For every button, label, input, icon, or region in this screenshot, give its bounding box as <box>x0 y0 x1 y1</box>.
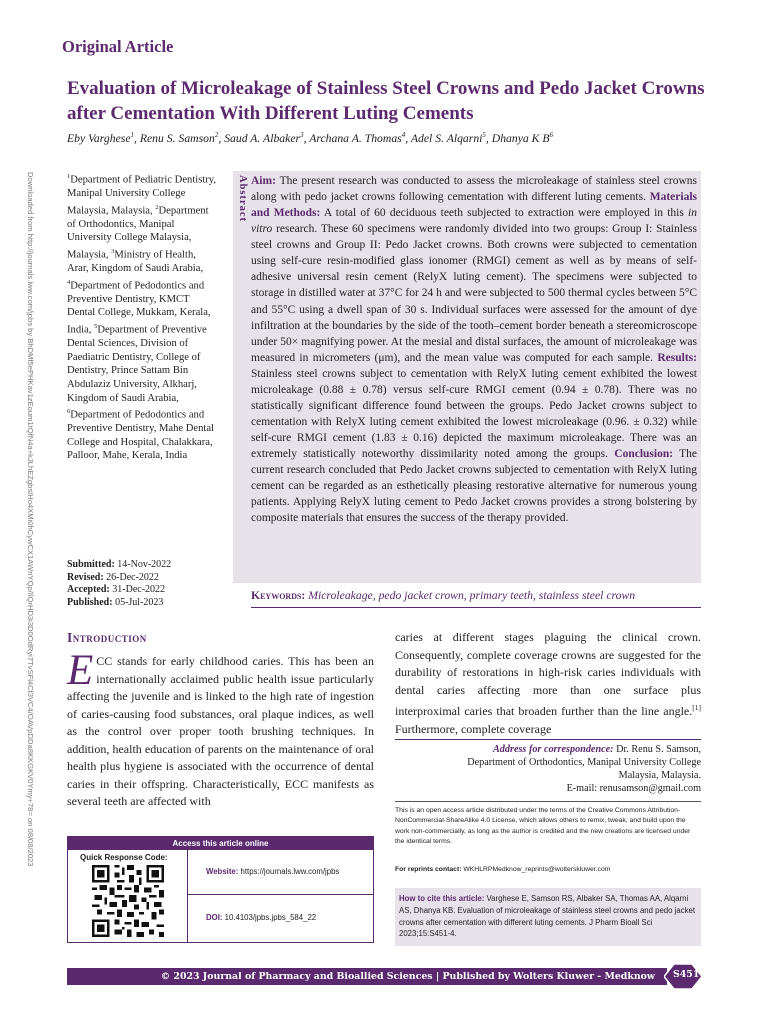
affiliation-mark: 2 <box>155 203 159 211</box>
affiliation-text: Ministry of Health, Arar, Kingdom of Saudi Arabia, <box>67 249 204 275</box>
history-row <box>67 572 227 585</box>
affiliation-mark: 3 <box>111 248 115 256</box>
history-label: Accepted: <box>67 584 110 596</box>
article-title: Evaluation of Microleakage of Stainless Steel Crowns and Pedo Jacket Crowns after Cementation With Different Luting Cements <box>67 78 705 124</box>
footer-bar: © 2023 Journal of Pharmacy and Bioallied Sciences | Published by Wolters Kluwer - Medknow <box>67 968 667 985</box>
keywords-divider <box>251 607 701 608</box>
author-name: Archana A. Thomas <box>309 131 402 145</box>
access-article-box <box>67 836 374 943</box>
author-affiliation-mark: 6 <box>549 131 554 139</box>
doi-row <box>188 896 373 942</box>
affiliations <box>67 170 217 463</box>
download-note-text: Downloaded from http://journals.lww.com/jpbs by BhDMf5ePHKav1zEoum1tQfN4a+kJLhEZgbsIHo4XMi0hCywCX1AWnYQp/IlQrHD3i3D0OdRyi7TvSFl4Cf3VC4/OAVpDDa8KKGKV0Ymy+78= on 08/08/2023 <box>26 172 35 867</box>
author-affiliation-mark: 1 <box>130 131 135 139</box>
abstract-methods-b: research. These 60 specimens were randomly divided into two groups: Group I: Stainless steel crowns and Group II: Pedo Jacket crowns. Both crowns were subjected to cementation using self-cure resin-modified glass ionomer (RMGI) cement as well as by means of self-adhesive universal resin cement (RelyX luting cement). The specimens were subjected to storage in distilled water at 37°C for 24 h and were subjected to 500 thermal cycles between 5°C and 55°C using a dwell span of 30 s. Individual surfaces were assessed for the amount of dye infiltration at the boundaries by the side of the tooth–cement border beneath a stereomicroscope under 50× magnifying power. At the mesial and distal surfaces, the amount of microleakage was measured in micrometers (μm), and the mean value was computed for each sample. <box>251 223 698 364</box>
intro-col2-text-a: caries at different stages plaguing the clinical crown. Consequently, complete coverage crowns are suggested for the durability of restorations in high-risk caries individuals with dental caries affecting more than one surface plus interproximal caries that broaden further than the line angle. <box>395 630 701 718</box>
citation-label: How to cite this article: <box>399 894 485 903</box>
history-value: 14-Nov-2022 <box>117 559 172 570</box>
history-row <box>67 584 227 597</box>
abstract-aim-label: Aim: <box>251 175 276 187</box>
history-label: Published: <box>67 596 113 608</box>
citation-text: Varghese E, Samson RS, Albaker SA, Thomas AA, Alqarni AS, Dhanya KB. Evaluation of microleakage of stainless steel crowns and pedo jacket crowns after cementation with different luting cements. J Pharm Bioall Sci 2023;15:S451-4. <box>399 894 696 939</box>
intro-column-1 <box>67 647 374 811</box>
download-note <box>22 172 36 867</box>
correspondence-line2: Malaysia, Malaysia. <box>618 770 701 781</box>
article-type: Original Article <box>62 37 174 56</box>
author-name: Dhanya K B <box>491 131 550 145</box>
abstract-methods-a: A total of 60 deciduous teeth subjected to extraction were employed in this <box>323 207 684 220</box>
affiliation-text: Department of Pedodontics and Preventive Dentistry, Mahe Dental College and Hospital, Chalakkara, Palloor, Mahe, Kerala, India <box>67 409 214 462</box>
abstract-results: Stainless steel crowns subject to cementation with RelyX luting cement exhibited the lowest microleakage (0.88 ± 0.78) versus self-cure RMGI cement (0.94 ± 0.78). There was no statistically significant difference found between the groups. Pedo Jacket crowns subject to cementation with RelyX luting cement exhibited the lowest microleakage (0.96. ± 0.32) while self-cure RMGI cement (1.83 ± 0.16) depicted the maximum microleakage. There was an extremely statistically noteworthy dissimilarity noted among the groups. <box>251 367 697 461</box>
history-row <box>67 559 227 572</box>
affiliation-text: Department of Preventive Dental Sciences, Division of Paediatric Dentistry, College of Dentistry, Prince Sattam Bin Abdulaziz University, Alkharj, Kingdom of Saudi Arabia, <box>67 324 207 404</box>
history-value: 05-Jul-2023 <box>115 596 164 608</box>
author-affiliation-mark: 5 <box>482 131 486 139</box>
qr-label: Quick Response Code: <box>80 853 168 862</box>
keywords-label: Keywords: <box>251 589 306 602</box>
qr-code-icon[interactable] <box>92 865 164 937</box>
website-link[interactable]: https://journals.lww.com/jpbs <box>240 867 340 876</box>
intro-col1-text: CC stands for early childhood caries. This has been an internationally acclaimed public health issue particularly affecting the juvenile and is linked to the high rate of ingestion of caries-causing food substances, oral plaque indices, as well as the control over proper tooth brushing techniques. In addition, health education of parents on the maintenance of oral health plus hygiene is associated with the occurrence of dental caries in their offspring. Characteristically, ECC manifests as several teeth are affected with <box>67 654 374 808</box>
history-value: 31-Dec-2022 <box>112 584 166 596</box>
article-history <box>67 559 227 609</box>
history-label: Submitted: <box>67 559 115 570</box>
license-divider <box>395 801 701 802</box>
qr-cell <box>68 850 188 942</box>
abstract-text <box>251 173 697 526</box>
affiliation-text: Department of Pedodontics and Preventive Dentistry, KMCT Dental College, Mukkam, Kerala, India, <box>67 280 211 336</box>
author-name: Eby Varghese <box>67 131 131 145</box>
keywords <box>251 589 701 602</box>
reprints-email[interactable]: WKHLRPMedknow_reprints@wolterskluwer.com <box>463 866 611 873</box>
affiliation-mark: 5 <box>94 323 98 331</box>
website-label: Website: <box>206 867 239 876</box>
author-list: Eby Varghese$^1$, Renu S. Samson$^2$, Saud A. Albaker$^3$, Archana A. Thomas$^4$, Adel S. Alqarni$^5$, Dhanya K $B^6$ <box>67 131 554 145</box>
history-label: Revised: <box>67 571 104 583</box>
author-affiliation-mark: 3 <box>300 131 304 139</box>
history-row <box>67 597 227 610</box>
author-affiliation-mark: 4 <box>401 131 406 139</box>
drop-cap: E <box>67 647 94 694</box>
license-text: This is an open access article distributed under the terms of the Creative Commons Attribution-NonCommercial-ShareAlike 4.0 License, which allows others to remix, tweak, and build upon the work non-commercially, as long as the author is credited and the new creations are licensed under the identical terms. <box>395 807 691 845</box>
correspondence <box>395 743 701 795</box>
abstract-label-text: Abstract <box>237 175 248 223</box>
correspondence-divider <box>395 739 701 740</box>
access-header: Access this article online <box>68 837 373 850</box>
website-row <box>188 850 373 895</box>
doi-label: DOI: <box>206 913 223 922</box>
abstract-methods-italic: in vitro <box>251 207 697 236</box>
correspondence-email[interactable]: E-mail: renusamson@gmail.com <box>566 783 701 794</box>
author-name: Saud A. Albaker <box>224 131 301 145</box>
affiliation-text: Department of Pediatric Dentistry, Manipal University College Malaysia, Malaysia, <box>67 174 217 217</box>
author-affiliation-mark: 2 <box>214 131 219 139</box>
history-value: 26-Dec-2022 <box>106 571 159 583</box>
correspondence-line1: Department of Orthodontics, Manipal University College <box>467 757 701 768</box>
page-number: S451 <box>673 969 700 980</box>
affiliation-mark: 1 <box>67 173 71 180</box>
affiliation-text: Department of Orthodontics, Manipal University College Malaysia, Malaysia, <box>67 205 209 261</box>
intro-col2-text-b: Furthermore, complete coverage <box>395 721 552 736</box>
citation-box <box>395 888 701 946</box>
abstract-conclusion: The current research concluded that Pedo Jacket crowns subjected to cementation with RelyX luting cement can be regarded as an esthetically pleasing restorative alternative for numerous young patients. Applying RelyX luting cement to Pedo Jacket crowns provides a strong bolstering by composite materials that ensures the success of the therapy provided. <box>251 448 697 525</box>
author-name: Adel S. Alqarni <box>410 131 483 145</box>
abstract-label <box>234 175 250 245</box>
affiliation-mark: 6 <box>67 408 71 416</box>
abstract-methods-label: Materials and Methods: <box>251 191 697 220</box>
section-heading-introduction: Introduction <box>67 630 147 645</box>
intro-column-2 <box>395 629 701 738</box>
reprints-label: For reprints contact: <box>395 866 462 873</box>
correspondence-label: Address for correspondence: <box>493 744 614 755</box>
author-name: Renu S. Samson <box>139 131 215 145</box>
correspondence-name: Dr. Renu S. Samson, <box>616 744 701 755</box>
abstract-results-label: Results: <box>657 351 697 364</box>
abstract-aim: The present research was conducted to assess the microleakage of stainless steel crowns along with pedo jacket crowns following cementation with different luting cements. <box>251 175 697 204</box>
reprints-contact <box>395 866 701 873</box>
keywords-text: Microleakage, pedo jacket crown, primary teeth, stainless steel crown <box>308 589 636 602</box>
reference-link[interactable]: [1] <box>692 703 701 712</box>
doi-link[interactable]: 10.4103/jpbs.jpbs_584_22 <box>224 913 317 922</box>
abstract-conclusion-label: Conclusion: <box>614 448 674 461</box>
affiliation-mark: 4 <box>67 278 71 286</box>
